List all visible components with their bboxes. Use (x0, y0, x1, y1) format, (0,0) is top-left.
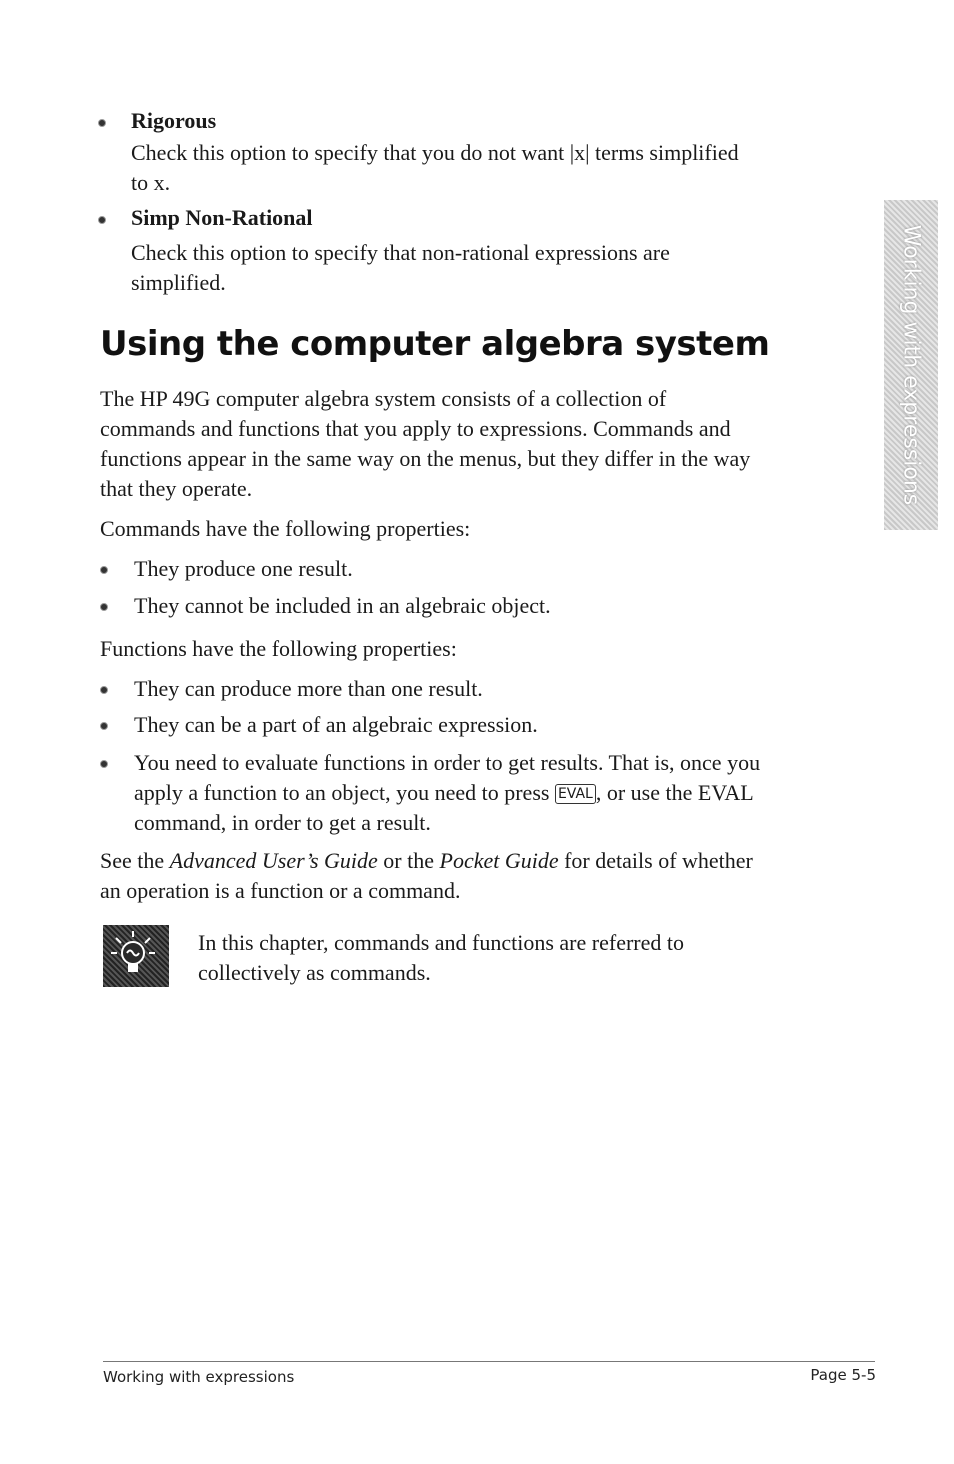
lightbulb-icon (103, 925, 169, 987)
page-number: Page 5-5 (810, 1366, 876, 1384)
bullet-rigorous (98, 119, 106, 127)
bullet (100, 603, 108, 611)
list-item: They can be a part of an algebraic expression. (134, 712, 538, 737)
chapter-tab-label: Working with expressions (898, 224, 924, 506)
tip-text: In this chapter, commands and functions are referred to collectively as commands. (198, 930, 684, 985)
functions-intro: Functions have the following properties: (100, 636, 457, 661)
bullet (100, 566, 108, 574)
footer-section-title: Working with expressions (103, 1368, 295, 1386)
intro-paragraph: The HP 49G computer algebra system consists of a collection of commands and functions that you apply to expressions. Commands and functions appear in the same way on the menus, but they differ in the way that they operate. (100, 386, 751, 501)
footer-divider (103, 1361, 875, 1362)
guide-title: Pocket Guide (439, 848, 559, 873)
list-item: They can produce more than one result. (134, 676, 483, 701)
see-also-paragraph: See the Advanced User’s Guide or the Pocket Guide for details of whether an operation is a function or a command. (100, 848, 753, 903)
bullet (100, 760, 108, 768)
list-item: They cannot be included in an algebraic object. (134, 593, 551, 618)
list-item: They produce one result. (134, 556, 353, 581)
guide-title: Advanced User’s Guide (169, 848, 378, 873)
option-rigorous-desc: Check this option to specify that you do not want |x| terms simplified to x. (131, 140, 739, 195)
commands-intro: Commands have the following properties: (100, 516, 471, 541)
option-rigorous-title: Rigorous (131, 108, 217, 133)
bullet-simp-non-rational (98, 216, 106, 224)
list-item-eval: You need to evaluate functions in order to get results. That is, once you apply a function to an object, you need to press EVAL , or use the EVAL command, in order to get a result. (134, 750, 761, 835)
bullet (100, 686, 108, 694)
option-simp-non-rational-title: Simp Non-Rational (131, 205, 313, 230)
chapter-tab (884, 200, 938, 530)
bullet (100, 722, 108, 730)
section-heading: Using the computer algebra system (100, 324, 770, 364)
option-simp-non-rational-desc: Check this option to specify that non-rational expressions are simplified. (131, 240, 670, 295)
eval-key-icon: EVAL (555, 784, 596, 804)
